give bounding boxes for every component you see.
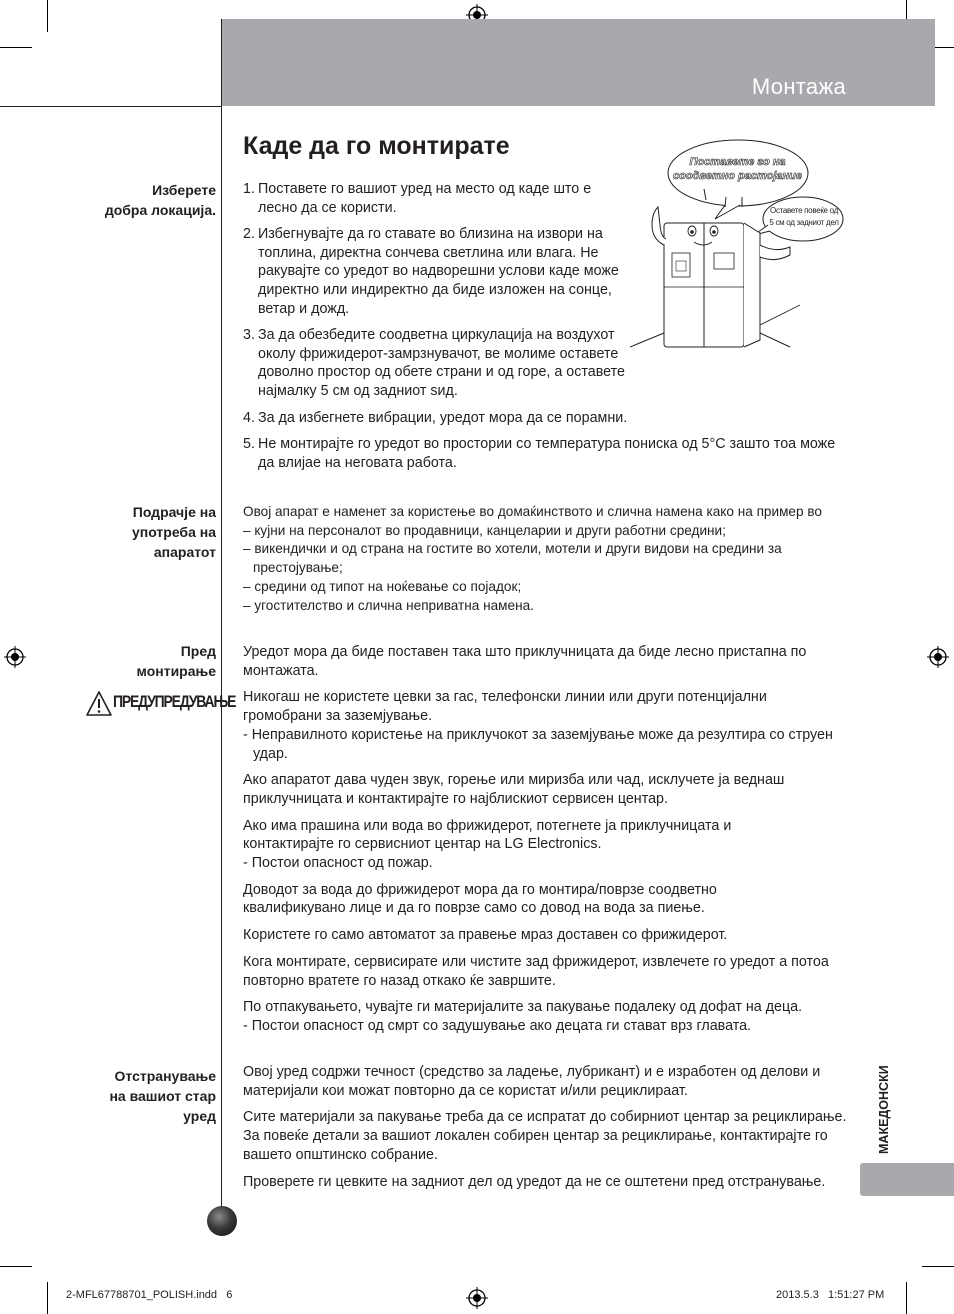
paragraph: Сите материјали за пакување треба да се испратат до собирниот центар за рециклирање. За повеќе детали за вашиот локален собирен центар за рециклирање, контактирајте го вашето општинско собрание. [243,1109,847,1163]
paragraph [243,817,848,873]
side-label-disposal [109,1066,216,1126]
paragraph-line: Ако апаратот дава чуден звук, горење или миризба или чад, исклучете ја веднаш приклучницата и контактирајте го најблискиот сервисен центар. [243,772,785,807]
registration-mark-icon [927,646,949,668]
paragraph-line: Уредот мора да биде поставен така што приклучницата да биде лесно пристапна по монтажата. [243,644,807,679]
crop-mark [906,1282,907,1314]
list-item [243,225,638,319]
bubble-top-text [655,155,820,183]
paragraph: Овој уред содржи течност (средство за ладење, лубрикант) и е изработен од делови и материјали кои можат повторно да се користат и/или рециклираат. [243,1064,821,1099]
usage-bullet: – угостителство и слична неприватна намена. [243,597,534,613]
item-text: Избегнувајте да го ставате во близина на извори на топлина, директна сончева светлина или влага. Не ракувајте со уредот во надворешни услови каде може директно или индиректно да биде изложен на сонце, ветар и дожд. [258,225,619,317]
usage-bullet: – средини од типот на ноќевање со појадок; [243,578,522,594]
bubble-line: Поставете го на [689,156,786,168]
paragraph [243,926,848,945]
item-text: Поставете го вашиот уред на место од каде што е лесно да се користи. [258,181,592,216]
list-item [243,409,843,428]
side-label-line: Подрачје на [132,504,216,520]
paragraph [243,953,848,990]
list-item [243,326,638,401]
side-label-line: уред [183,1108,216,1124]
paragraph [243,643,848,680]
registration-mark-icon [466,1287,488,1309]
page-tab [860,1163,954,1196]
side-label-line: Отстранување [114,1068,216,1084]
side-label-line: употреба на [131,524,216,540]
header-divider [0,106,222,107]
side-label-line: монтирање [136,663,216,679]
before-install-text [243,643,848,1044]
side-label-before-install [137,641,216,681]
paragraph-line: По отпакувањето, чувајте ги материјалите за пакување подалеку од дофат на деца. [243,999,803,1016]
side-label-line: Изберете [152,182,216,198]
crop-mark [0,1266,32,1267]
bubble-line: 5 см од задниот дел [769,218,839,227]
paragraph: Проверете ги цевките на задниот дел од уредот да не се оштетени пред отстранување. [243,1173,826,1190]
side-label-line: апаратот [153,544,216,560]
crop-mark [47,1282,48,1314]
language-tab-label [867,1050,897,1158]
footer-file: 2-MFL67788701_POLISH.indd 6 [66,1289,233,1301]
registration-mark-icon [4,646,26,668]
list-item [243,180,638,217]
item-number: 1. [243,181,255,197]
language-tab-text: МАКЕДОНСКИ [877,1065,891,1154]
footer-timestamp: 2013.5.3 1:51:27 PM [776,1289,885,1301]
bubble-line: соодветно растојание [672,170,802,182]
side-label-location [105,180,216,220]
paragraph-line: - Постои опасност од смрт со задушување ако децата ги стават врз главата. [243,1017,752,1034]
item-number: 4. [243,410,255,426]
item-number: 5. [243,436,255,453]
paragraph-line: Кога монтирате, сервисирате или чистите зад фрижидерот, извлечете го уредот а потоа повторно вратете го назад откако ќе завршите. [243,953,829,989]
section-title: Монтажа [751,74,846,99]
paragraph-line: - Постои опасност од пожар. [243,855,433,872]
page-title: Каде да го монтирате [243,132,510,160]
paragraph-line: Користете го само автоматот за правење мраз доставен со фрижидерот. [243,927,728,944]
paragraph [243,881,848,918]
location-list-wide [243,409,843,480]
item-number: 2. [243,225,255,242]
location-list [243,180,638,408]
warning-label: ПРЕДУПРЕДУВАЊЕ [113,692,236,711]
paragraph [243,998,848,1035]
item-text: Не монтирајте го уредот во простории со температура пониска од 5°C зашто тоа може да влијае на неговата работа. [258,436,836,471]
paragraph-line: Ако има прашина или вода во фрижидерот, потегнете ја приклучницата и контактирајте го сервисниот центар на LG Electronics. [243,817,732,853]
crop-mark [0,47,32,48]
bubble-line: Оставете повеќе од [770,206,838,215]
usage-bullet: – викендички и од страна на гостите во хотели, мотели и други видови на средини за престојување; [243,541,782,576]
crop-mark [47,0,48,32]
margin-divider [221,19,222,1236]
disposal-text [243,1063,848,1199]
paragraph [243,771,848,808]
usage-intro: Овој апарат е наменет за користење во домаќинството и слична намена како на пример во [243,504,822,519]
usage-bullet: – кујни на персоналот во продавници, канцеларии и други работни средини; [243,522,726,538]
list-item [243,435,843,472]
side-label-line: добра локација. [104,202,216,218]
item-text: За да обезбедите соодветна циркулација на воздухот околу фрижидерот-замрзнувачот, ве молиме оставете доволно простор од обете страни и од горе, а оставете најмалку 5 см од задниот ѕид. [258,326,625,400]
item-text: За да избегнете вибрации, уредот мора да се порамни. [258,410,628,426]
page-ball-icon [207,1206,237,1236]
side-label-line: на вашиот стар [109,1088,216,1104]
paragraph-line: Никогаш не користете цевки за гас, телефонски линии или други потенцијални громобрани за заземјување. [243,689,767,725]
paragraph-line: Доводот за вода до фрижидерот мора да го монтира/поврзе соодветно квалификувано лице и да го поврзе само со довод на вода за пиење. [243,881,717,917]
paragraph [243,688,848,763]
bubble-side-text [763,205,845,229]
item-number: 3. [243,326,255,343]
side-label-line: Пред [180,643,216,659]
crop-mark [922,1266,954,1267]
paragraph-line: - Неправилното користење на приклучокот за заземјување може да резултира со струен удар. [243,726,833,762]
usage-text [243,503,858,615]
side-label-usage [132,502,216,562]
